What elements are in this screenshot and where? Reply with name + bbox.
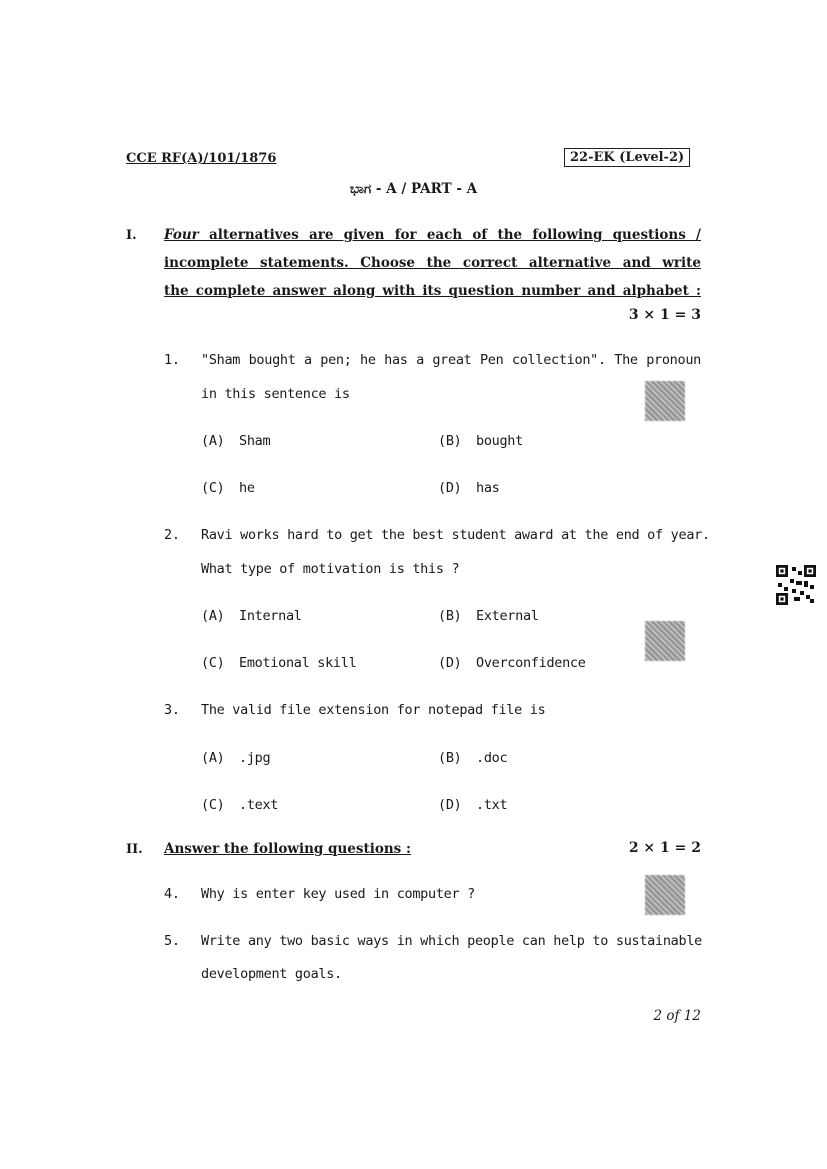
q2-option-a: Internal [239,608,302,624]
q2-option-c-label: (C) [201,655,225,671]
q1-option-b-label: (B) [438,433,462,449]
q2-option-b: External [476,608,539,624]
question-5-line-2: development goals. [201,966,342,982]
q3-option-c-label: (C) [201,797,225,813]
section-1-instruction-line-3: the complete answer along with its question number and alphabet : [164,283,701,299]
question-1-line-2: in this sentence is [201,386,350,402]
question-4-line-1: Why is enter key used in computer ? [201,886,475,902]
question-2-number: 2. [164,527,180,543]
q2-option-d-label: (D) [438,655,462,671]
q1-option-c-label: (C) [201,480,225,496]
q3-option-c: .text [239,797,279,813]
question-5-number: 5. [164,933,180,949]
question-5-line-1: Write any two basic ways in which people can help to sustainable [201,933,702,949]
section-2-number: II. [126,842,143,857]
qr-code-icon [776,565,816,605]
instruction-emphasis: Four [164,227,199,243]
question-3-line-1: The valid file extension for notepad file is [201,702,546,718]
section-2-marks: 2 × 1 = 2 [628,840,701,856]
blurred-qr-image [645,381,685,421]
question-1-line-1: "Sham bought a pen; he has a great Pen collection". The pronoun [201,352,701,368]
page-number: 2 of 12 [653,1008,701,1024]
section-2-instruction: Answer the following questions : [164,841,411,857]
q2-option-a-label: (A) [201,608,225,624]
question-3-number: 3. [164,702,180,718]
q3-option-b-label: (B) [438,750,462,766]
section-1-marks: 3 × 1 = 3 [628,307,701,323]
instruction-line-1-text: Four alternatives are given for each of the following questions / [164,227,701,243]
q1-option-a: Sham [239,433,271,449]
question-2-line-1: Ravi works hard to get the best student award at the end of year. [201,527,710,543]
q1-option-a-label: (A) [201,433,225,449]
q3-option-b: .doc [476,750,508,766]
blurred-qr-image [645,875,685,915]
q3-option-d-label: (D) [438,797,462,813]
question-1-number: 1. [164,352,180,368]
question-4-number: 4. [164,886,180,902]
section-1-instruction-line-1 [164,227,701,243]
q3-option-a-label: (A) [201,750,225,766]
q2-option-d: Overconfidence [476,655,586,671]
q3-option-d: .txt [476,797,508,813]
exam-code: CCE RF(A)/101/1876 [126,151,277,166]
blurred-qr-image [645,621,685,661]
section-1-number: I. [126,228,137,243]
q1-option-b: bought [476,433,523,449]
question-2-line-2: What type of motivation is this ? [201,561,460,577]
q2-option-b-label: (B) [438,608,462,624]
q2-option-c: Emotional skill [239,655,357,671]
level-badge: 22-EK (Level-2) [564,148,690,167]
q1-option-d-label: (D) [438,480,462,496]
q1-option-c: he [239,480,255,496]
q1-option-d: has [476,480,500,496]
part-title: ಭಾಗ - A / PART - A [349,181,478,197]
section-1-instruction-line-2: incomplete statements. Choose the correct alternative and write [164,255,701,271]
q3-option-a: .jpg [239,750,271,766]
